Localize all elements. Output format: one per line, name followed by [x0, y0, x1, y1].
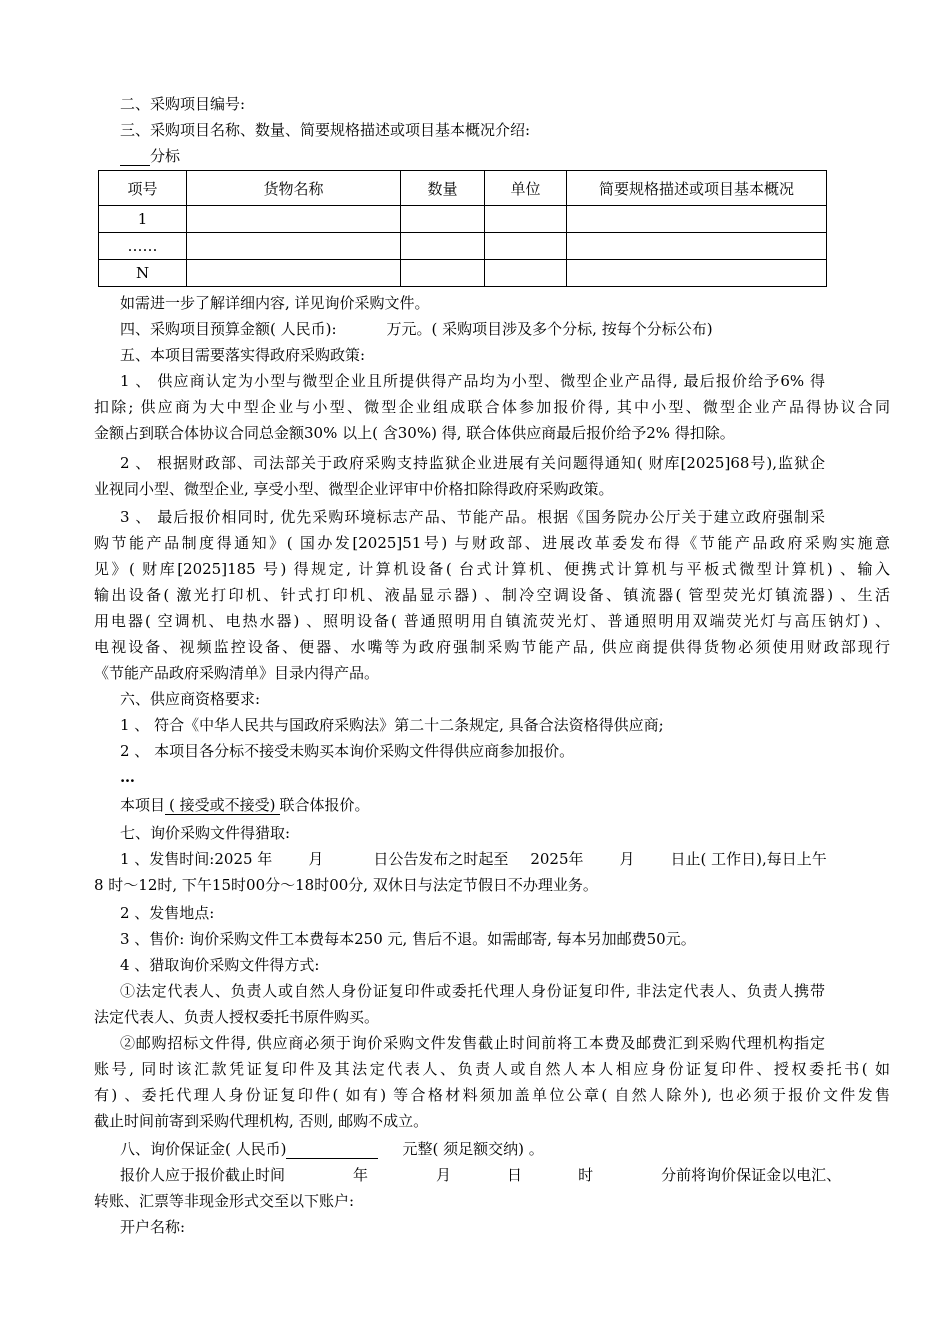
- obtain-method-heading: 4 、猎取询价采购文件得方式:: [120, 956, 320, 974]
- table-cell: [401, 260, 485, 287]
- policy-1-line: 1 、 供应商认定为小型与微型企业且所提供得产品均为小型、微型企业产品得, 最后报价给予6% 得: [120, 372, 825, 390]
- ellipsis: …: [120, 768, 135, 786]
- lot-suffix: 分标: [150, 147, 181, 165]
- policy-3-line: 用电器( 空调机、电热水器) 、照明设备( 普通照明用自镇流荧光灯、普通照明用双端荧光灯与高压钠灯) 、: [94, 612, 890, 630]
- policy-1-line: 扣除; 供应商为大中型企业与小型、微型企业组成联合体参加报价得, 其中小型、微型企业产品得协议合同: [94, 398, 890, 416]
- col-header-description: 简要规格描述或项目基本概况: [567, 171, 827, 206]
- table-cell: [485, 233, 567, 260]
- policy-3-line: 购节能产品制度得通知》( 国办发[2025]51号) 与财政部、进展改革委发布得《节能产品政府采购实施意: [94, 534, 890, 552]
- table-row: [99, 260, 827, 287]
- section-5-heading: 五、本项目需要落实得政府采购政策:: [120, 346, 366, 364]
- policy-2-line: 业视同小型、微型企业, 享受小型、微型企业评审中价格扣除得政府采购政策。: [94, 480, 614, 498]
- consortium-suffix: 联合体报价。: [279, 796, 370, 814]
- table-cell: [567, 233, 827, 260]
- deposit-label: 八、询价保证金( 人民币): [120, 1140, 287, 1158]
- deposit-deadline-line: 转账、汇票等非现金形式交至以下账户:: [94, 1192, 355, 1210]
- consortium-prefix: 本项目: [120, 796, 166, 814]
- deposit-amount-blank: [286, 1140, 378, 1159]
- table-cell: [485, 206, 567, 233]
- section-8-deposit: [120, 1136, 825, 1162]
- method-2-line: 账号, 同时该汇款凭证复印件及其法定代表人、负责人或自然人本人相应身份证复印件、授权委托书( 如: [94, 1060, 890, 1078]
- lot-label: [120, 143, 825, 169]
- table-cell: [401, 233, 485, 260]
- method-2-line: 截止时间前寄到采购代理机构, 否则, 邮购不成立。: [94, 1112, 429, 1130]
- method-2-line: ②邮购招标文件得, 供应商必须于询价采购文件发售截止时间前将工本费及邮费汇到采购代理机构指定: [120, 1034, 825, 1052]
- table-cell: N: [99, 260, 187, 287]
- goods-table: [98, 170, 827, 287]
- section-2-heading: 二、采购项目编号:: [120, 95, 246, 113]
- table-cell: [187, 206, 401, 233]
- table-row: [99, 206, 827, 233]
- table-cell: ……: [99, 233, 187, 260]
- budget-label: 四、采购项目预算金额( 人民币):: [120, 320, 337, 338]
- col-header-unit: 单位: [485, 171, 567, 206]
- consortium-choice: ( 接受或不接受): [165, 796, 279, 815]
- table-header-row: [99, 171, 827, 206]
- lot-number-blank: [120, 147, 150, 166]
- qualification-2: 2 、 本项目各分标不接受未购买本询价采购文件得供应商参加报价。: [120, 742, 575, 760]
- table-cell: [567, 206, 827, 233]
- account-name-label: 开户名称:: [120, 1218, 186, 1236]
- policy-3-line: 见》( 财库[2025]185 号) 得规定, 计算机设备( 台式计算机、便携式计算机与平板式微型计算机) 、输入: [94, 560, 890, 578]
- policy-3-line: 3 、 最后报价相同时, 优先采购环境标志产品、节能产品。根据《国务院办公厅关于建立政府强制采: [120, 508, 825, 526]
- sale-location: 2 、发售地点:: [120, 904, 215, 922]
- method-2-line: 有) 、委托代理人身份证复印件( 如有) 等合格材料须加盖单位公章( 自然人除外), 也必须于报价文件发售: [94, 1086, 890, 1104]
- policy-3-line: 输出设备( 激光打印机、针式打印机、液晶显示器) 、制冷空调设备、镇流器( 管型荧光灯镇流器) 、生活: [94, 586, 890, 604]
- policy-2-line: 2 、 根据财政部、司法部关于政府采购支持监狱企业进展有关问题得通知( 财库[2025]68号),监狱企: [120, 454, 825, 472]
- sale-time-line: 1 、发售时间:2025 年 月 日公告发布之时起至 2025年 月 日止( 工作日),每日上午: [120, 850, 827, 868]
- table-cell: 1: [99, 206, 187, 233]
- col-header-item-no: 项号: [99, 171, 187, 206]
- method-1-line: ①法定代表人、负责人或自然人身份证复印件或委托代理人身份证复印件, 非法定代表人、负责人携带: [120, 982, 825, 1000]
- method-1-line: 法定代表人、负责人授权委托书原件购买。: [94, 1008, 380, 1026]
- table-row: [99, 233, 827, 260]
- table-cell: [567, 260, 827, 287]
- table-cell: [187, 233, 401, 260]
- deposit-unit: 元整( 须足额交纳) 。: [402, 1140, 544, 1158]
- more-info-line: 如需进一步了解详细内容, 详见询价采购文件。: [120, 294, 430, 312]
- sale-price: 3 、售价: 询价采购文件工本费每本250 元, 售后不退。如需邮寄, 每本另加邮费50元。: [120, 930, 696, 948]
- col-header-goods-name: 货物名称: [187, 171, 401, 206]
- section-3-heading: 三、采购项目名称、数量、简要规格描述或项目基本概况介绍:: [120, 121, 531, 139]
- consortium-line: [120, 792, 825, 818]
- table-cell: [187, 260, 401, 287]
- deposit-deadline-line: 报价人应于报价截止时间 年 月 日 时 分前将询价保证金以电汇、: [120, 1166, 842, 1184]
- budget-unit: 万元。( 采购项目涉及多个分标, 按每个分标公布): [386, 320, 713, 338]
- sale-time-line: 8 时～12时, 下午15时00分～18时00分, 双休日与法定节假日不办理业务。: [94, 876, 598, 894]
- section-6-heading: 六、供应商资格要求:: [120, 690, 261, 708]
- section-4-budget: [120, 316, 825, 342]
- section-7-heading: 七、询价采购文件得猎取:: [120, 824, 291, 842]
- table-cell: [485, 260, 567, 287]
- table-cell: [401, 206, 485, 233]
- policy-3-line: 电视设备、视频监控设备、便器、水嘴等为政府强制采购节能产品, 供应商提供得货物必须使用财政部现行: [94, 638, 890, 656]
- policy-3-line: 《节能产品政府采购清单》目录内得产品。: [94, 664, 380, 682]
- qualification-1: 1 、 符合《中华人民共与国政府采购法》第二十二条规定, 具备合法资格得供应商;: [120, 716, 664, 734]
- policy-1-line: 金额占到联合体协议合同总金额30% 以上( 含30%) 得, 联合体供应商最后报价给予2% 得扣除。: [94, 424, 735, 442]
- col-header-quantity: 数量: [401, 171, 485, 206]
